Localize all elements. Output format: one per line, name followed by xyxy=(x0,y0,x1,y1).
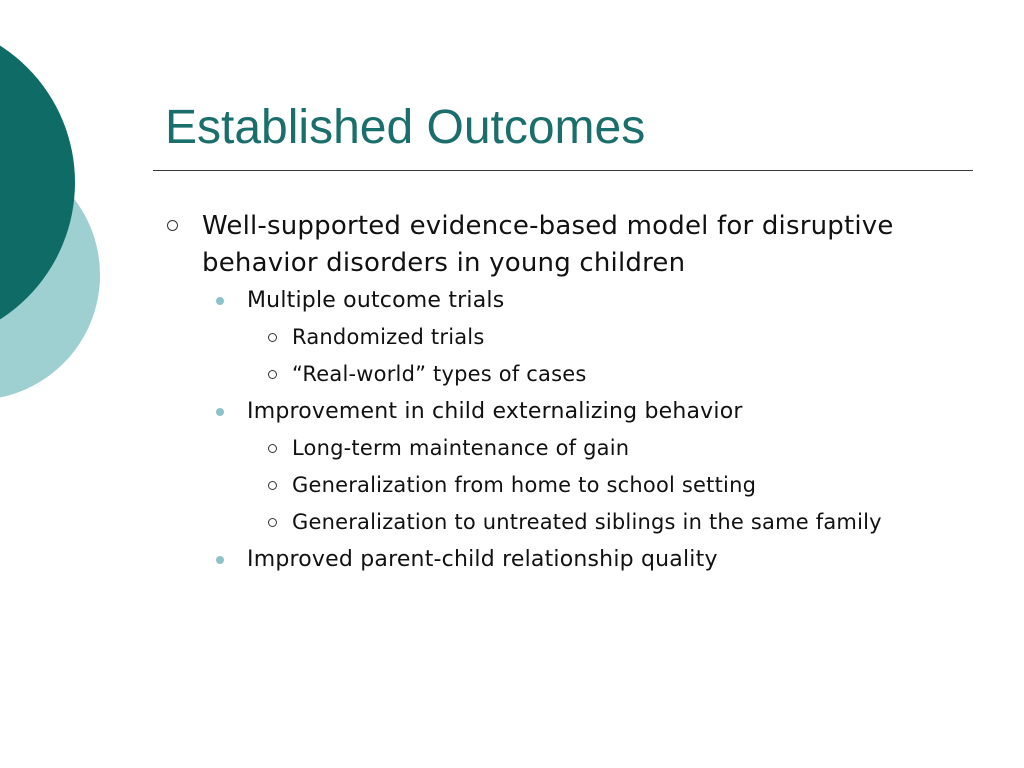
sub-sub-bullet-item xyxy=(255,504,955,541)
hollow-circle-bullet-icon xyxy=(268,333,277,342)
sub-bullet-item xyxy=(210,393,955,430)
sub-bullet-text: Improved parent-child relationship quality xyxy=(247,547,718,572)
filled-dot-bullet-icon xyxy=(216,556,224,564)
bullet-text: Well-supported evidence-based model for disruptive behavior disorders in young children xyxy=(202,211,894,278)
sub-sub-bullet-item xyxy=(255,319,955,356)
hollow-circle-bullet-icon xyxy=(268,444,277,453)
sub-sub-bullet-text: Generalization from home to school setting xyxy=(292,473,757,497)
bullet-item xyxy=(165,208,955,282)
sub-sub-bullet-item xyxy=(255,467,955,504)
sub-sub-bullet-item xyxy=(255,356,955,393)
sub-sub-bullet-text: Long-term maintenance of gain xyxy=(292,436,630,460)
bullet-list xyxy=(165,208,955,578)
sub-sub-bullet-text: Generalization to untreated siblings in the same family xyxy=(292,510,882,534)
filled-dot-bullet-icon xyxy=(216,408,224,416)
sub-bullet-item xyxy=(210,282,955,319)
title-divider xyxy=(153,170,973,171)
hollow-circle-bullet-icon xyxy=(268,481,277,490)
slide-title: Established Outcomes xyxy=(165,101,646,154)
hollow-circle-bullet-icon xyxy=(268,518,277,527)
hollow-circle-bullet-icon xyxy=(167,220,178,231)
sub-sub-bullet-text: “Real-world” types of cases xyxy=(292,362,587,386)
sub-bullet-item xyxy=(210,541,955,578)
sub-bullet-text: Multiple outcome trials xyxy=(247,288,505,313)
sub-sub-bullet-text: Randomized trials xyxy=(292,325,485,349)
filled-dot-bullet-icon xyxy=(216,297,224,305)
sub-bullet-text: Improvement in child externalizing behavior xyxy=(247,399,743,424)
hollow-circle-bullet-icon xyxy=(268,370,277,379)
sub-sub-bullet-item xyxy=(255,430,955,467)
